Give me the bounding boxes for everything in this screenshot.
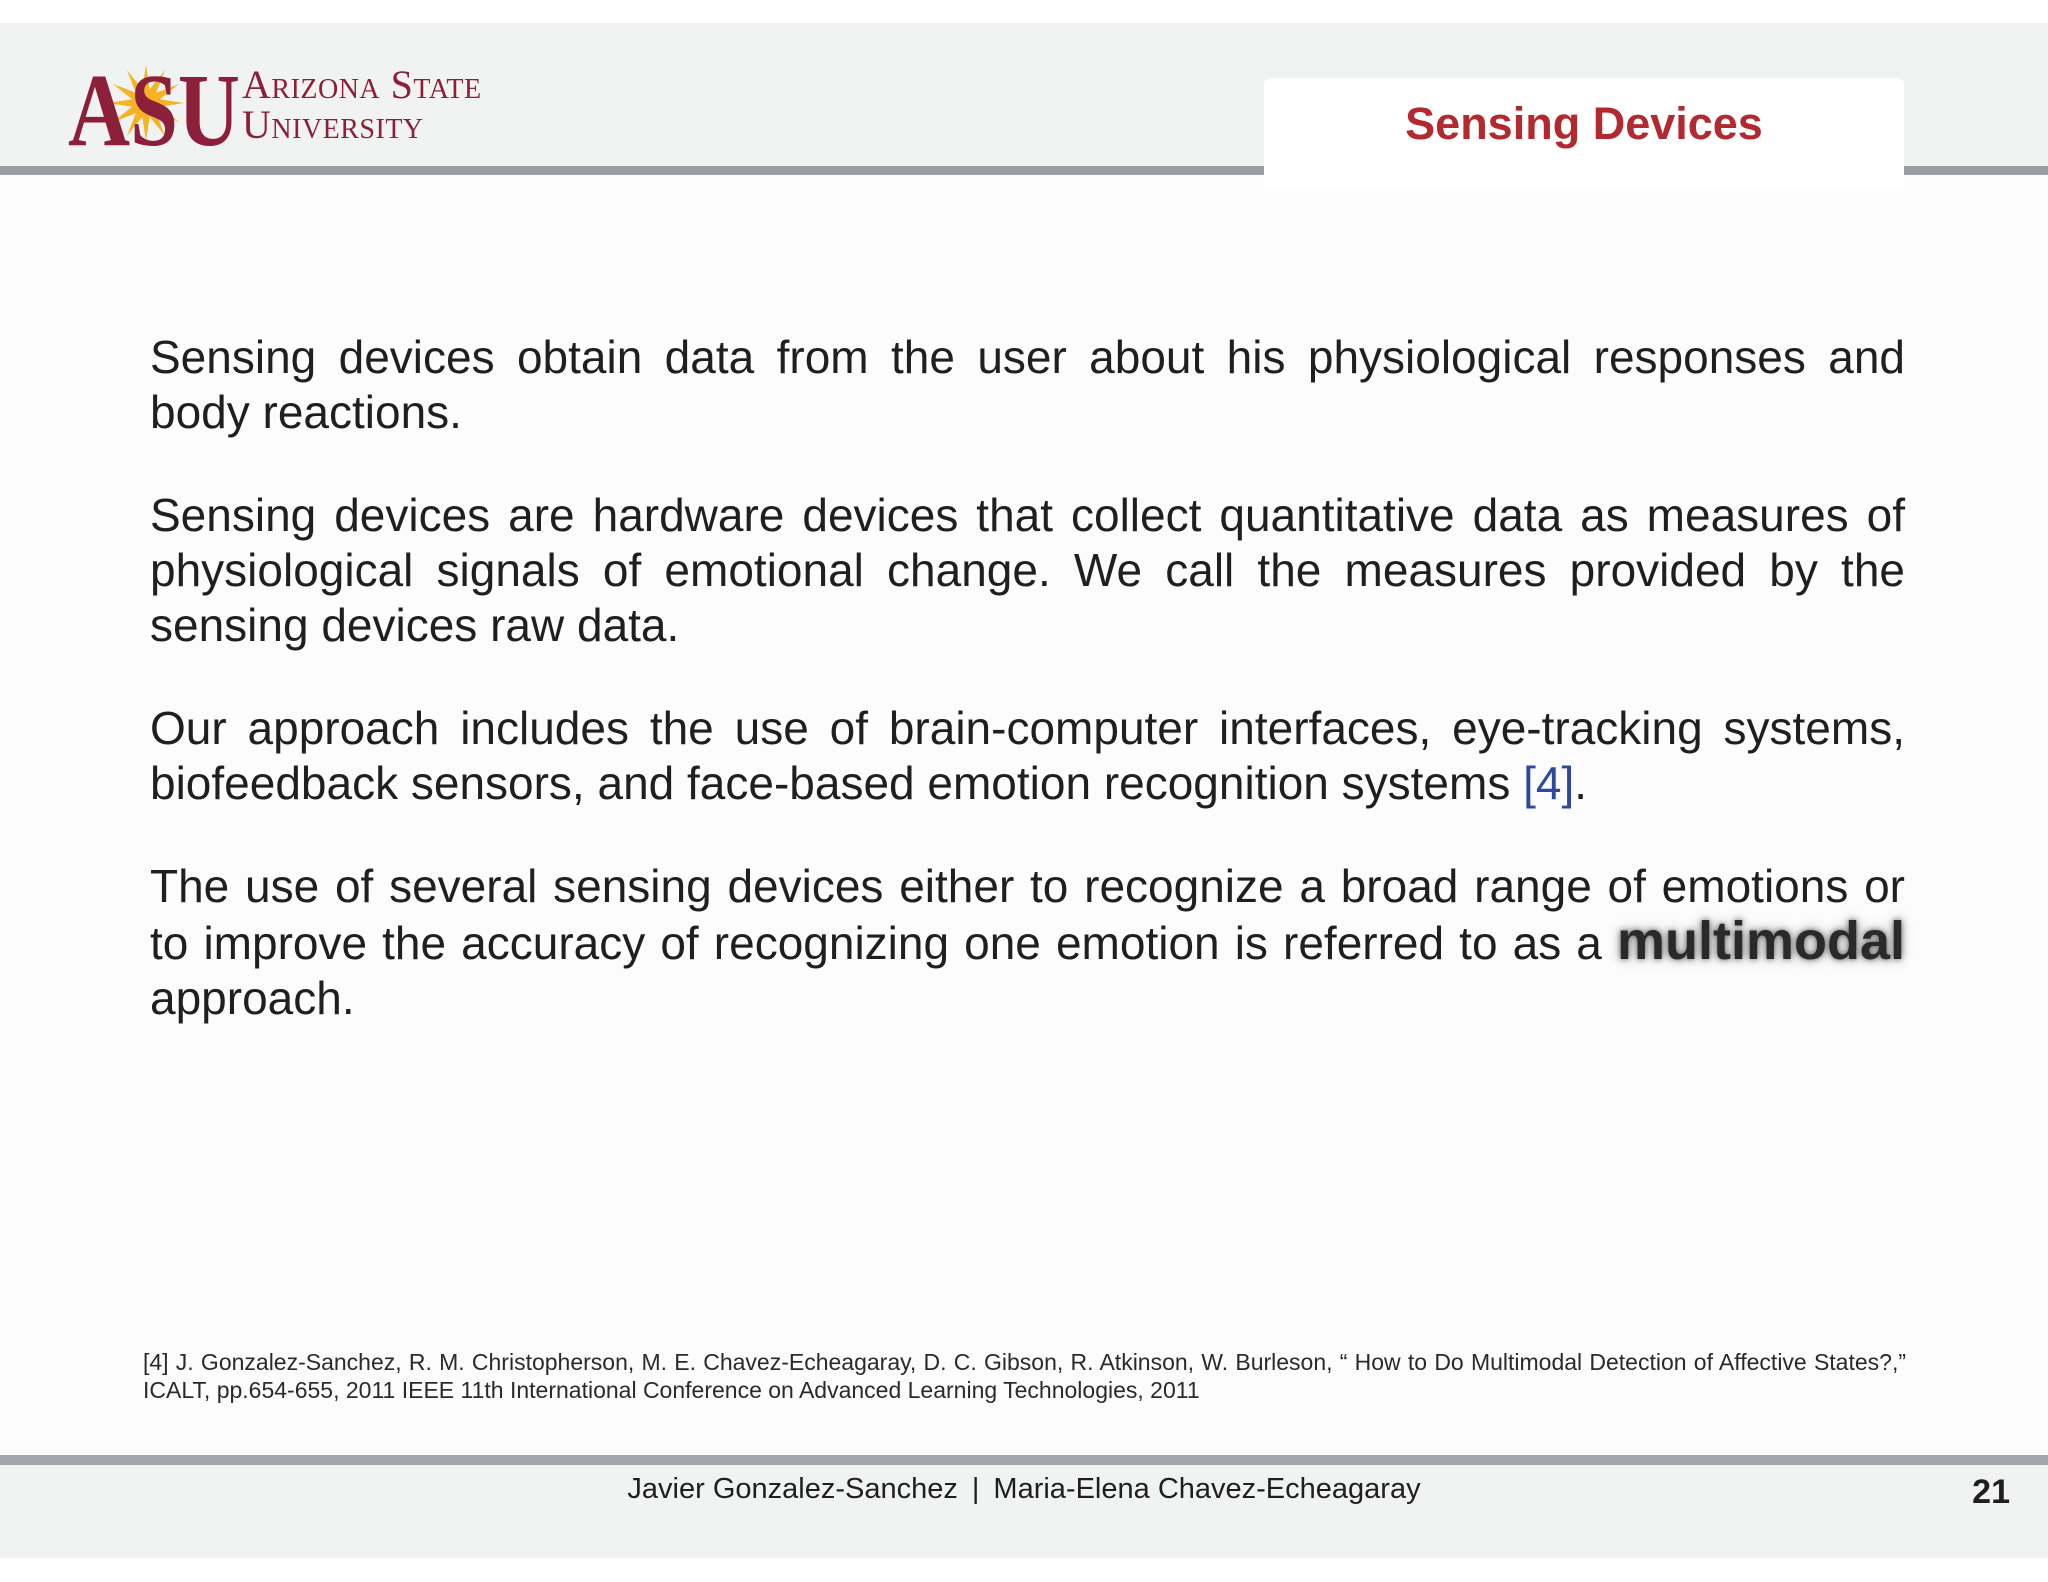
asu-wordmark-line1: Arizona State xyxy=(242,62,482,107)
paragraph-4-end: approach. xyxy=(150,972,355,1024)
paragraph-3 xyxy=(150,701,1905,811)
paragraph-3-end: . xyxy=(1574,757,1588,809)
asu-logo xyxy=(66,53,536,168)
slide xyxy=(0,23,2048,1558)
asu-logo-mark xyxy=(66,53,242,168)
paragraph-3-text: Our approach includes the use of brain-computer interfaces, eye-tracking systems, biofeedback sensors, and face-based emotion recognition systems xyxy=(150,702,1905,809)
footer-divider xyxy=(0,1455,2048,1465)
paragraph-2: Sensing devices are hardware devices that collect quantitative data as measures of physiological signals of emotional change. We call the measures provided by the sensing devices raw data. xyxy=(150,489,1905,651)
citation-link[interactable]: [4] xyxy=(1523,757,1575,809)
asu-wordmark xyxy=(242,53,542,153)
asu-wordmark-line2: University xyxy=(242,102,424,147)
footer-authors xyxy=(0,1473,2048,1506)
author-separator: | xyxy=(971,1473,980,1505)
slide-title: Sensing Devices xyxy=(1405,98,1763,149)
multimodal-emphasis: multimodal xyxy=(1616,911,1905,971)
paragraph-4 xyxy=(150,859,1905,1026)
paragraph-4-text: The use of several sensing devices either to recognize a broad range of emotions or to improve the accuracy of recognizing one emotion is referred to as a xyxy=(150,860,1905,969)
page-number: 21 xyxy=(1972,1473,2010,1511)
asu-logo-letters: ASU xyxy=(68,53,240,168)
author-1: Javier Gonzalez-Sanchez xyxy=(627,1473,958,1505)
paragraph-1: Sensing devices obtain data from the user about his physiological responses and body reactions. xyxy=(150,331,1905,438)
reference-footnote: [4] J. Gonzalez-Sanchez, R. M. Christopherson, M. E. Chavez-Echeagaray, D. C. Gibson, R. Atkinson, W. Burleson, “ How to Do Multimodal Detection of Affective States?,” ICALT, pp.654-655, 2011 IEEE 11th International Conference on Advanced Learning Technologies, 2011 xyxy=(143,1349,1906,1403)
title-tab xyxy=(1264,78,1904,188)
author-2: Maria-Elena Chavez-Echeagaray xyxy=(993,1473,1421,1505)
slide-body xyxy=(150,330,1905,1074)
